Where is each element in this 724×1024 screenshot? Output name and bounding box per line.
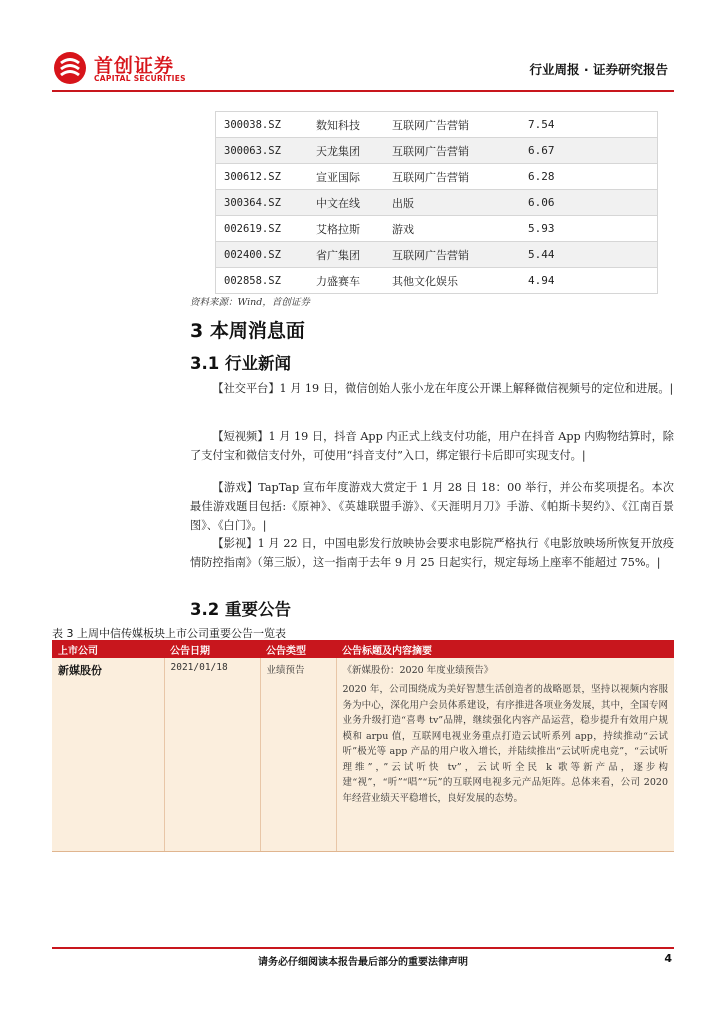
announcement-type: 业绩预告 — [260, 658, 336, 852]
table-row — [216, 164, 658, 190]
stock-code: 300612.SZ — [216, 164, 309, 190]
table-row — [216, 112, 658, 138]
stock-code: 002400.SZ — [216, 242, 309, 268]
announcement-content — [336, 658, 674, 852]
stock-code: 300063.SZ — [216, 138, 309, 164]
section-heading: 3 本周消息面 — [190, 320, 305, 342]
stock-value: 6.06 — [520, 190, 658, 216]
stock-name: 中文在线 — [308, 190, 384, 216]
legal-notice: 请务必仔细阅读本报告最后部分的重要法律声明 — [258, 957, 468, 968]
announcement-table — [52, 640, 674, 852]
table-row — [216, 138, 658, 164]
logo-chinese-name: 首创证券 — [94, 55, 175, 77]
stock-sector: 互联网广告营销 — [384, 112, 520, 138]
news-paragraph: 【游戏】TapTap 宣布年度游戏大赏定于 1 月 28 日 18：00 举行，并公布奖项提名。本次最佳游戏题目包括:《原神》、《英雄联盟手游》、《天涯明月刀》手游、《帕斯卡契约》、《江南百景图》、《白门》。| — [190, 481, 674, 532]
stock-code: 002858.SZ — [216, 268, 309, 294]
table-row — [216, 190, 658, 216]
stock-code: 300038.SZ — [216, 112, 309, 138]
announcement-title: 《新媒股份：2020 年度业绩预告》 — [342, 665, 494, 676]
stock-sector: 游戏 — [384, 216, 520, 242]
stock-sector: 互联网广告营销 — [384, 242, 520, 268]
announcement-date: 2021/01/18 — [164, 658, 260, 852]
capital-securities-logo-icon — [52, 50, 88, 86]
news-paragraph: 【社交平台】1 月 19 日，微信创始人张小龙在年度公开课上解释微信视频号的定位和进展。| — [212, 382, 674, 395]
stock-name: 数知科技 — [308, 112, 384, 138]
column-header: 公告标题及内容摘要 — [336, 640, 674, 658]
stock-value: 7.54 — [520, 112, 658, 138]
stock-value: 6.28 — [520, 164, 658, 190]
table-row — [216, 242, 658, 268]
company-name: 新媒股份 — [52, 658, 164, 852]
stock-code: 002619.SZ — [216, 216, 309, 242]
stock-table — [215, 111, 658, 294]
announcement-summary: 2020 年，公司围绕成为美好智慧生活创造者的战略愿景，坚持以视频内容服务为中心，深化用户会员体系建设，有序推进各项业务发展，其中，全国专网业务升级打造“喜粤 tv”品牌，继续强化内容产品运营，稳步提升有效用户规模和 arpu 值，互联网电视业务重点打造云试听系列 app，持续推动“云试听”极光等 app 产品的用户收入增长，并陆续推出“云试听虎电竞”，“云试听理维”，”云试听快 tv”，云试听全民 k 歌等新产品，逐步构建“视”，“听”“唱”“玩”的互联网电视多元产品矩阵。总体来看，公司 2020 年经营业绩天平稳增长，良好发展的态势。 — [342, 684, 668, 804]
stock-value: 5.93 — [520, 216, 658, 242]
stock-name: 艾格拉斯 — [308, 216, 384, 242]
subsection-heading-announcements: 3.2 重要公告 — [190, 600, 291, 619]
column-header: 公告日期 — [164, 640, 260, 658]
table-row — [216, 216, 658, 242]
stock-sector: 出版 — [384, 190, 520, 216]
stock-value: 6.67 — [520, 138, 658, 164]
page-number: 4 — [664, 952, 672, 965]
stock-sector: 互联网广告营销 — [384, 164, 520, 190]
column-header: 公告类型 — [260, 640, 336, 658]
stock-name: 天龙集团 — [308, 138, 384, 164]
stock-name: 省广集团 — [308, 242, 384, 268]
stock-value: 5.44 — [520, 242, 658, 268]
stock-value: 4.94 — [520, 268, 658, 294]
column-header: 上市公司 — [52, 640, 164, 658]
news-paragraph: 【短视频】1 月 19 日，抖音 App 内正式上线支付功能，用户在抖音 App 内购物结算时，除了支付宝和微信支付外，可使用“抖音支付”入口，绑定银行卡后即可实现支付。| — [190, 430, 674, 462]
subsection-heading-industry-news: 3.1 行业新闻 — [190, 354, 291, 373]
stock-name: 力盛赛车 — [308, 268, 384, 294]
stock-sector: 互联网广告营销 — [384, 138, 520, 164]
stock-code: 300364.SZ — [216, 190, 309, 216]
table-row — [216, 268, 658, 294]
table-row — [52, 658, 674, 852]
page-header — [52, 50, 672, 86]
table-header-row — [52, 640, 674, 658]
report-type-label: 行业周报 · 证券研究报告 — [529, 62, 668, 77]
table-source-note: 资料来源：Wind，首创证券 — [190, 297, 310, 308]
stock-name: 宣亚国际 — [308, 164, 384, 190]
footer-divider — [52, 947, 674, 949]
table-caption: 表 3 上周中信传媒板块上市公司重要公告一览表 — [52, 627, 286, 640]
logo-english-name: CAPITAL SECURITIES — [94, 74, 186, 83]
news-paragraph: 【影视】1 月 22 日，中国电影发行放映协会要求电影院严格执行《电影放映场所恢复开放疫情防控指南》（第三版），这一指南于去年 9 月 25 日起实行，规定每场上座率不能超过 75%。| — [190, 537, 674, 569]
header-divider — [52, 90, 674, 92]
stock-sector: 其他文化娱乐 — [384, 268, 520, 294]
